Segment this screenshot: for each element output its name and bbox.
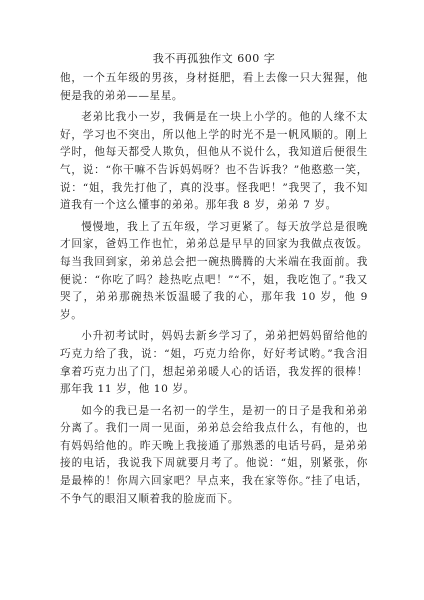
paragraph-1: 他，一个五年级的男孩，身材挺肥，看上去像一只大猩猩，他便是我的弟弟——星星。 (60, 72, 368, 102)
paragraph-2: 老弟比我小一岁，我俩是在一块上小学的。他的人缘不太好，学习也不突出，所以他上学的时光不是一帆风顺的。刚上学时，他每天都受人欺负，但他从不说什么，我知道后便很生气，说：“你干嘛不告诉妈妈呀？也不告诉我？”他憨憨一笑，说：“姐，我先打他了，真的没事。怪我吧！”我哭了，我不知道我有一个这么懂事的弟弟。那年我 8 岁，弟弟 7 岁。 (60, 111, 368, 212)
document-title: 我不再孤独作文 600 字 (152, 52, 276, 65)
paragraph-4: 小升初考试时，妈妈去新乡学习了，弟弟把妈妈留给他的巧克力给了我，说：“姐，巧克力给你，好好考试哟。”我含泪拿着巧克力出了门，想起弟弟暖人心的话语，我发挥的很棒！那年我 11 岁，他 10 岁。 (60, 330, 368, 396)
paragraph-5: 如今的我已是一名初一的学生，是初一的日子是我和弟弟分离了。我们一周一见面，弟弟总会给我点什么，有他的，也有妈妈给他的。昨天晚上我接通了那熟悉的电话号码，是弟弟接的电话，我说我下周就要月考了。他说：“姐，别紧张，你是最棒的！你周六回家吧？早点来，我在家等你。”挂了电话，不争气的眼泪又顺着我的脸庞而下。 (60, 404, 368, 505)
paragraph-3: 慢慢地，我上了五年级，学习更紧了。每天放学总是很晚才回家，爸妈工作也忙，弟弟总是早早的回家为我做点夜饭。每当我回到家，弟弟总会把一碗热腾腾的大米端在我面前。我便说：“你吃了吗？趁热吃点吧！”“不，姐，我吃饱了。”我又哭了，弟弟那碗热米饭温暖了我的心，那年我 10 岁，他 9 岁。 (60, 220, 368, 321)
